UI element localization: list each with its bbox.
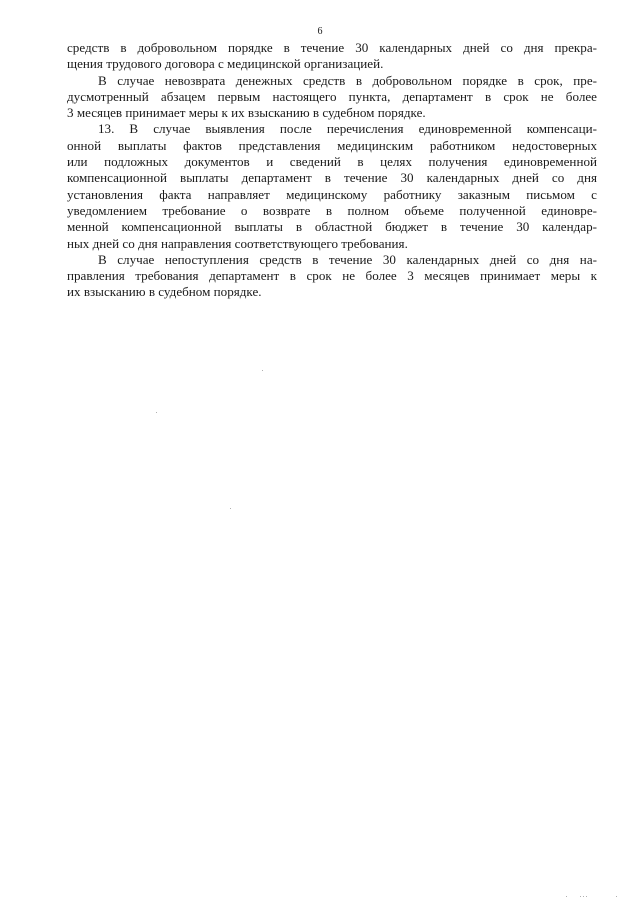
- scan-speck: [583, 896, 584, 897]
- text-line: онной выплаты фактов представления медицинским работником недостоверных: [67, 137, 597, 153]
- text-line: средств в добровольном порядке в течение 30 календарных дней со дня прекра-: [67, 40, 597, 55]
- scan-speck: [262, 370, 263, 371]
- text-line: 3 месяцев принимает меры к их взысканию в судебном порядке.: [67, 105, 426, 121]
- text-line: менной компенсационной выплаты в областной бюджет в течение 30 календар-: [67, 219, 597, 235]
- paragraph-4: [67, 252, 597, 301]
- text-line: правления требования департамент в срок не более 3 месяцев принимает меры к: [67, 268, 597, 284]
- text-line: или подложных документов и сведений в целях получения единовременной: [67, 154, 597, 170]
- text-line: В случае непоступления средств в течение 30 календарных дней со дня на-: [98, 251, 597, 267]
- page-number: 6: [317, 26, 323, 37]
- text-line: уведомлением требование о возврате в полном объеме полученной единовре-: [67, 202, 597, 218]
- text-line: установления факта направляет медицинскому работнику заказным письмом с: [67, 186, 597, 202]
- scan-speck: [580, 896, 581, 897]
- document-body: [67, 40, 597, 301]
- scan-speck: [156, 412, 157, 413]
- text-line: 13. В случае выявления после перечисления единовременной компенсаци-: [98, 121, 597, 137]
- paragraph-1: [67, 40, 597, 73]
- text-line: В случае невозврата денежных средств в добровольном порядке в срок, пре-: [98, 72, 597, 88]
- paragraph-3: [67, 121, 597, 251]
- text-line: их взысканию в судебном порядке.: [67, 284, 262, 300]
- scan-speck: [586, 896, 587, 897]
- text-line: компенсационной выплаты департамент в течение 30 календарных дней со дня: [67, 170, 597, 186]
- scan-speck: [566, 896, 567, 897]
- text-line: ных дней со дня направления соответствующего требования.: [67, 235, 408, 251]
- scan-speck: [230, 508, 231, 509]
- text-line: щения трудового договора с медицинской организацией.: [67, 56, 384, 72]
- paragraph-2: [67, 73, 597, 122]
- text-line: дусмотренный абзацем первым настоящего пункта, департамент в срок не более: [67, 88, 597, 104]
- scan-speck: [616, 896, 617, 897]
